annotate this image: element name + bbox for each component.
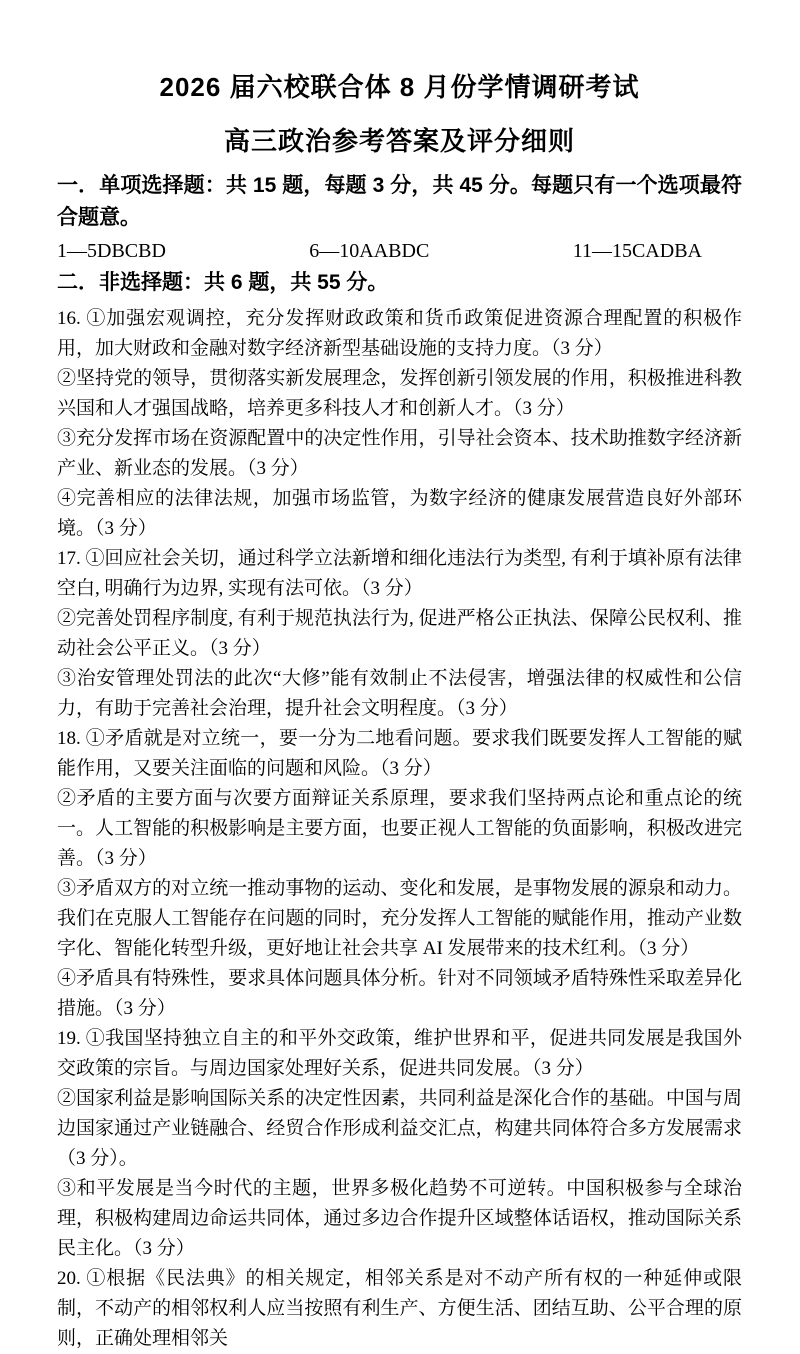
q17-point-1: 17. ①回应社会关切，通过科学立法新增和细化违法行为类型, 有利于填补原有法律空白, 明确行为边界, 实现有法可依。（3 分） bbox=[57, 548, 742, 599]
q16-point-1: 16. ①加强宏观调控，充分发挥财政政策和货币政策促进资源合理配置的积极作用，加大财政和金融对数字经济新型基础设施的支持力度。（3 分） bbox=[57, 308, 742, 359]
choice-answers-6-10: 6—10AABDC bbox=[309, 240, 430, 262]
section-heading-multiple-choice: 一．单项选择题：共 15 题，每题 3 分，共 45 分。每题只有一个选项最符合题意。 bbox=[57, 174, 742, 229]
q18-point-2: ②矛盾的主要方面与次要方面辩证关系原理，要求我们坚持两点论和重点论的统一。人工智能的积极影响是主要方面，也要正视人工智能的负面影响，积极改进完善。（3 分） bbox=[57, 788, 742, 869]
q17-point-3: ③治安管理处罚法的此次“大修”能有效制止不法侵害，增强法律的权威性和公信力，有助于完善社会治理，提升社会文明程度。（3 分） bbox=[57, 668, 742, 719]
q16-point-4: ④完善相应的法律法规，加强市场监管，为数字经济的健康发展营造良好外部环境。（3 分） bbox=[57, 488, 742, 539]
choice-answers-11-15: 11—15CADBA bbox=[572, 240, 702, 262]
section-heading-free-response: 二．非选择题：共 6 题，共 55 分。 bbox=[57, 271, 389, 294]
choice-answers-1-5: 1—5DBCBD bbox=[57, 240, 166, 262]
q16-point-3: ③充分发挥市场在资源配置中的决定性作用，引导社会资本、技术助推数字经济新产业、新业态的发展。（3 分） bbox=[57, 428, 742, 479]
q18-point-1: 18. ①矛盾就是对立统一，要一分为二地看问题。要求我们既要发挥人工智能的赋能作用，又要关注面临的问题和风险。（3 分） bbox=[57, 728, 742, 779]
choice-answers-row bbox=[57, 237, 702, 265]
exam-title: 2026 届六校联合体 8 月份学情调研考试 bbox=[159, 72, 640, 102]
q18-point-3: ③矛盾双方的对立统一推动事物的运动、变化和发展，是事物发展的源泉和动力。我们在克服人工智能存在问题的同时，充分发挥人工智能的赋能作用，推动产业数字化、智能化转型升级，更好地让社会共享 AI 发展带来的技术红利。（3 分） bbox=[57, 878, 742, 959]
q20-point-1: 20. ①根据《民法典》的相关规定，相邻关系是对不动产所有权的一种延伸或限制，不动产的相邻权利人应当按照有利生产、方便生活、团结互助、公平合理的原则，正确处理相邻关 bbox=[57, 1268, 742, 1349]
q17-point-2: ②完善处罚程序制度, 有利于规范执法行为, 促进严格公正执法、保障公民权利、推动社会公平正义。（3 分） bbox=[57, 608, 742, 659]
q19-point-2: ②国家利益是影响国际关系的决定性因素，共同利益是深化合作的基础。中国与周边国家通过产业链融合、经贸合作形成利益交汇点，构建共同体符合多方发展需求（3 分）。 bbox=[57, 1088, 742, 1169]
answer-key-title: 高三政治参考答案及评分细则 bbox=[223, 126, 575, 156]
q18-point-4: ④矛盾具有特殊性，要求具体问题具体分析。针对不同领域矛盾特殊性采取差异化措施。（3 分） bbox=[57, 968, 742, 1019]
q19-point-3: ③和平发展是当今时代的主题，世界多极化趋势不可逆转。中国积极参与全球治理，积极构建周边命运共同体，通过多边合作提升区域整体话语权，推动国际关系民主化。（3 分） bbox=[57, 1178, 742, 1259]
q16-point-2: ②坚持党的领导，贯彻落实新发展理念，发挥创新引领发展的作用，积极推进科教兴国和人才强国战略，培养更多科技人才和创新人才。（3 分） bbox=[57, 368, 742, 419]
q19-point-1: 19. ①我国坚持独立自主的和平外交政策，维护世界和平，促进共同发展是我国外交政策的宗旨。与周边国家处理好关系，促进共同发展。（3 分） bbox=[57, 1028, 742, 1079]
free-response-answers bbox=[57, 304, 742, 1354]
